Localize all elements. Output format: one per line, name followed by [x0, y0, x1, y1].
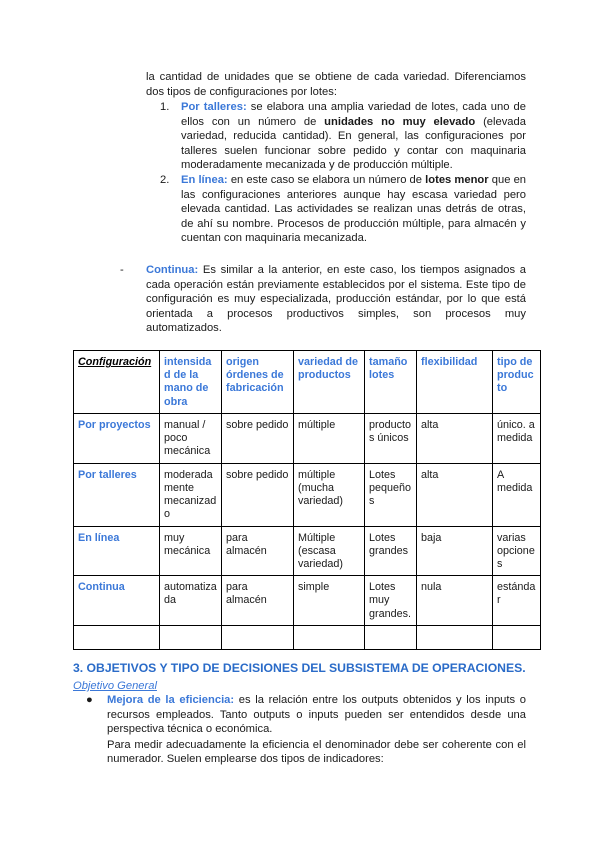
table-cell: Múltiple (escasa variedad)	[294, 526, 365, 576]
item-text: se elabora una amplia variedad de lotes, cada uno de ellos con un número de	[181, 101, 526, 128]
section-heading: 3. OBJETIVOS Y TIPO DE DECISIONES DEL SUBSISTEMA DE OPERACIONES.	[73, 661, 526, 675]
column-header: Configuración	[74, 351, 160, 414]
configuration-table	[73, 350, 541, 650]
table-cell: automatizada	[160, 576, 222, 626]
list-item-en-linea	[160, 173, 526, 246]
continua-paragraph	[120, 263, 526, 336]
table-cell: para almacén	[222, 576, 294, 626]
table-row	[74, 576, 541, 626]
continua-body	[146, 263, 526, 336]
row-header-cell: En línea	[74, 526, 160, 576]
table-cell: Lotes pequeños	[365, 463, 417, 526]
item-bold-text: unidades no muy elevado	[324, 115, 476, 128]
table-row-empty	[74, 626, 541, 650]
column-header: tamaño lotes	[365, 351, 417, 414]
bullet-paragraph-2: Para medir adecuadamente la eficiencia el denominador debe ser coherente con el numerador. Suelen emplearse dos tipos de indicadores:	[107, 738, 526, 766]
table-row	[74, 463, 541, 526]
table-cell: múltiple	[294, 413, 365, 463]
table-cell: moderadamente mecanizado	[160, 463, 222, 526]
column-header: intensidad de la mano de obra	[160, 351, 222, 414]
table-cell	[365, 626, 417, 650]
column-header: variedad de productos	[294, 351, 365, 414]
table-cell: baja	[417, 526, 493, 576]
list-number: 1.	[160, 101, 170, 113]
continua-text: Es similar a la anterior, en este caso, los tiempos asignados a cada operación están previamente establecidos por el sistema. Este tipo de configuración es muy especializada, producción estándar, por lo que está orientada a procesos productivos simples, son procesos muy automatizados.	[146, 264, 526, 335]
list-number: 2.	[160, 173, 170, 186]
table-cell: sobre pedido	[222, 413, 294, 463]
term-label: En línea:	[181, 173, 228, 186]
table-cell: muy mecánica	[160, 526, 222, 576]
table-cell	[222, 626, 294, 650]
bullet-body	[107, 693, 526, 767]
table-cell: único. a medida	[493, 413, 541, 463]
list-item-talleres	[160, 100, 526, 173]
table-cell: A medida	[493, 463, 541, 526]
item-text: (elevada variedad, reducida cantidad). En general, las configuraciones por talleres suelen funcionar sobre pedido y contar con maquinaria moderadamente mecanizada y de producción múltiple.	[181, 115, 526, 172]
item-text: en este caso se elabora un número de	[227, 173, 426, 186]
table-cell	[493, 626, 541, 650]
table-cell: simple	[294, 576, 365, 626]
column-header: tipo de producto	[493, 351, 541, 414]
table-cell: para almacén	[222, 526, 294, 576]
table-cell: sobre pedido	[222, 463, 294, 526]
table-cell: manual / poco mecánica	[160, 413, 222, 463]
table-cell	[160, 626, 222, 650]
table-cell: alta	[417, 413, 493, 463]
table-row	[74, 526, 541, 576]
intro-paragraph: la cantidad de unidades que se obtiene de cada variedad. Diferenciamos dos tipos de configuraciones por lotes:	[146, 71, 526, 98]
table-cell	[74, 626, 160, 650]
table-cell: Lotes grandes	[365, 526, 417, 576]
table-row	[74, 413, 541, 463]
dash-bullet: -	[120, 264, 124, 276]
table-cell: estándar	[493, 576, 541, 626]
table-cell: productos únicos	[365, 413, 417, 463]
bullet-text: es la relación entre los outputs obtenidos y los inputs o recursos empleados. Tanto outputs o inputs pueden ser entendidos desde una perspectiva técnica o económica.	[107, 694, 526, 736]
term-label: Mejora de la eficiencia:	[107, 694, 235, 706]
bullet-item-eficiencia	[86, 693, 526, 767]
table-cell	[294, 626, 365, 650]
column-header: origen órdenes de fabricación	[222, 351, 294, 414]
item-text: que en las configuraciones anteriores aunque hay escasa variedad pero elevada cantidad. Las actividades se realizan unas detrás de otras, de ahí su nombre. Procesos de producción múltiple, para almacén y cuentan con maquinaria mecanizada.	[181, 173, 527, 245]
term-label: Por talleres:	[181, 101, 247, 113]
table-header-row	[74, 351, 541, 414]
item-bold-text: lotes menor	[425, 173, 489, 186]
row-header-cell: Continua	[74, 576, 160, 626]
subsection-heading: Objetivo General	[73, 680, 157, 692]
table-cell: múltiple (mucha variedad)	[294, 463, 365, 526]
table-cell: Lotes muy grandes.	[365, 576, 417, 626]
row-header-cell: Por talleres	[74, 463, 160, 526]
table-cell: varias opciones	[493, 526, 541, 576]
bullet-dot-icon: ●	[86, 694, 93, 706]
table-cell: nula	[417, 576, 493, 626]
column-header: flexibilidad	[417, 351, 493, 414]
config-types-list	[160, 100, 526, 246]
table-cell: alta	[417, 463, 493, 526]
term-label: Continua:	[146, 264, 199, 276]
table-cell	[417, 626, 493, 650]
row-header-cell: Por proyectos	[74, 413, 160, 463]
